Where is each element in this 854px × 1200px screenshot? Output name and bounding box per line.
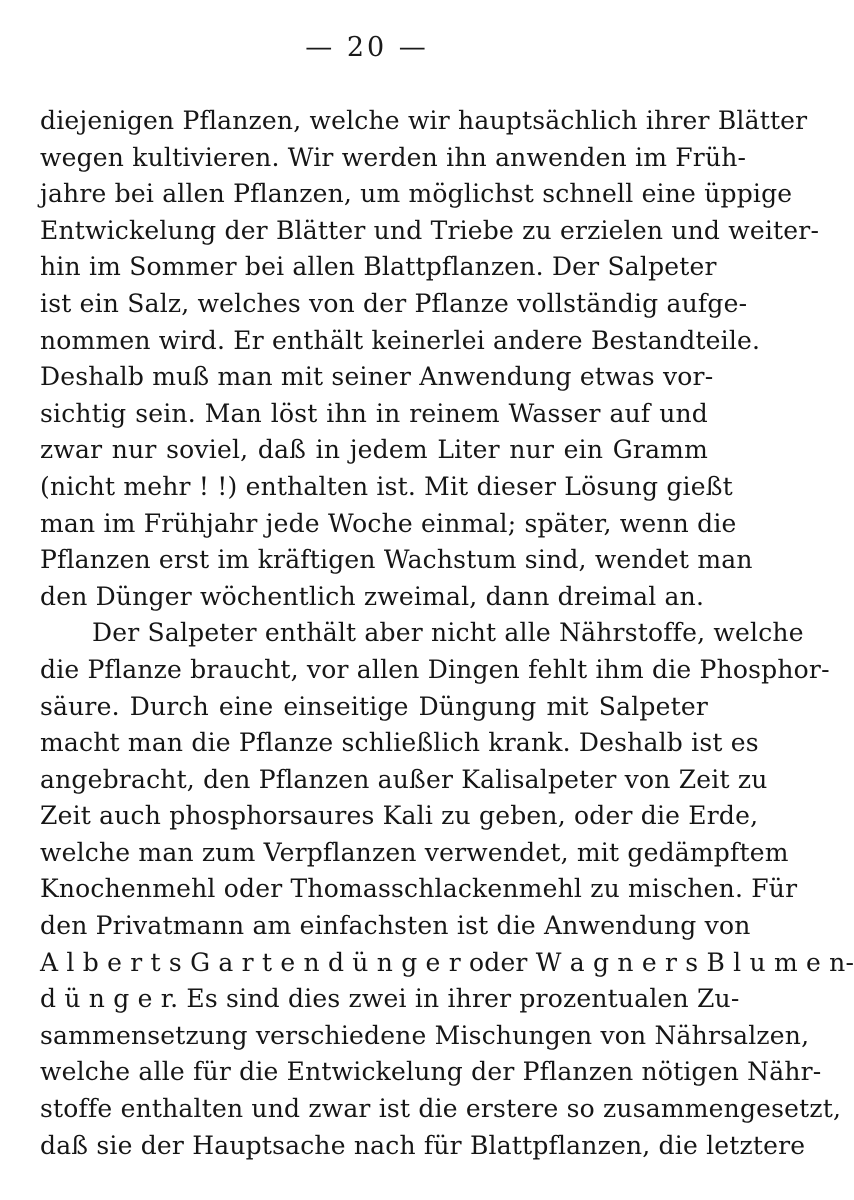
text-line: macht man die Pflanze schließlich krank. Deshalb ist es (40, 728, 759, 758)
text-line: ist ein Salz, welches von der Pflanze vollständig aufge- (40, 288, 748, 318)
text-line: welche alle für die Entwickelung der Pflanzen nötigen Nähr- (40, 1057, 822, 1087)
text-line: Der Salpeter enthält aber nicht alle Nährstoffe, welche (92, 618, 804, 648)
text-line: Deshalb muß man mit seiner Anwendung etwas vor- (40, 362, 714, 392)
text-line: nommen wird. Er enthält keinerlei andere Bestandteile. (40, 325, 761, 355)
text-line: Zeit auch phosphorsaures Kali zu geben, oder die Erde, (40, 801, 759, 831)
text-line: säure. Durch eine einseitige Düngung mit Salpeter (40, 691, 708, 721)
body-text (40, 103, 854, 1164)
text-line: daß sie der Hauptsache nach für Blattpflanzen, die letztere (40, 1130, 806, 1160)
text-line: den Privatmann am einfachsten ist die Anwendung von (40, 911, 751, 941)
text-line: jahre bei allen Pflanzen, um möglichst schnell eine üppige (40, 179, 793, 209)
text-line: angebracht, den Pflanzen außer Kalisalpeter von Zeit zu (40, 764, 768, 794)
text-line: welche man zum Verpflanzen verwendet, mit gedämpftem (40, 837, 789, 867)
text-line: sichtig sein. Man löst ihn in reinem Wasser auf und (40, 398, 708, 428)
text-line: Entwickelung der Blätter und Triebe zu erzielen und weiter- (40, 215, 820, 245)
text-line: Pflanzen erst im kräftigen Wachstum sind, wendet man (40, 545, 753, 575)
text-line: den Dünger wöchentlich zweimal, dann dreimal an. (40, 581, 705, 611)
text-line: stoffe enthalten und zwar ist die erstere so zusammengesetzt, (40, 1094, 842, 1124)
page-number: — 20 — (305, 32, 429, 63)
paragraph (40, 103, 820, 615)
text-line: zwar nur soviel, daß in jedem Liter nur ein Gramm (40, 435, 708, 465)
text-line: Knochenmehl oder Thomasschlackenmehl zu mischen. Für (40, 874, 798, 904)
text-line: (nicht mehr ! !) enthalten ist. Mit dieser Lösung gießt (40, 471, 733, 501)
text-line: die Pflanze braucht, vor allen Dingen fehlt ihm die Phosphor- (40, 654, 830, 684)
text-line: d ü n g e r. Es sind dies zwei in ihrer prozentualen Zu- (40, 984, 740, 1014)
text-line: sammensetzung verschiedene Mischungen von Nährsalzen, (40, 1020, 810, 1050)
text-line: wegen kultivieren. Wir werden ihn anwenden im Früh- (40, 142, 747, 172)
paragraph (40, 615, 854, 1164)
text-line: A l b e r t s G a r t e n d ü n g e r oder W a g n e r s B l u m e n- (40, 947, 854, 977)
text-line: hin im Sommer bei allen Blattpflanzen. Der Salpeter (40, 252, 717, 282)
text-line: diejenigen Pflanzen, welche wir hauptsächlich ihrer Blätter (40, 106, 808, 135)
text-line: man im Frühjahr jede Woche einmal; später, wenn die (40, 508, 737, 538)
